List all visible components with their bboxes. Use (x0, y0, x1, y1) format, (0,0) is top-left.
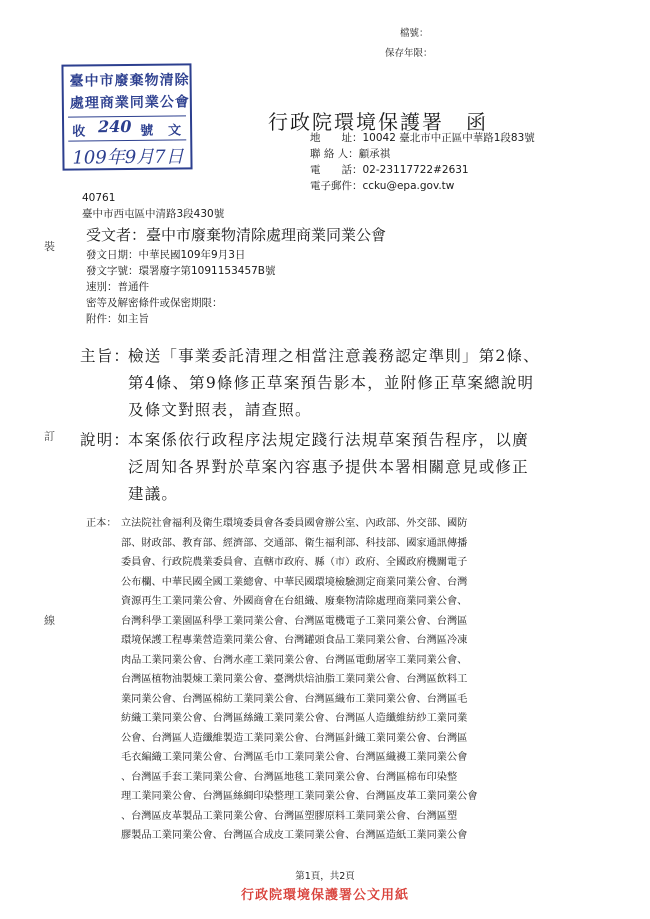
distribution-line: 理工業同業公會、台灣區絲綢印染整理工業同業公會、台灣區皮革工業同業公會 (121, 791, 478, 802)
distribution-line: 台灣區植物油製煉工業同業公會、臺灣烘焙油脂工業同業公會、台灣區飲料工 (121, 674, 468, 685)
distribution-line: 膠製品工業同業公會、台灣區合成皮工業同業公會、台灣區造紙工業同業公會 (121, 830, 468, 841)
stamp-receipt-char: 文 (168, 123, 182, 139)
distribution-line: 環境保護工程專業營造業同業公會、台灣罐頭食品工業同業公會、台灣區冷凍 (121, 635, 468, 646)
distribution-line: 公會、台灣區人造纖維製造工業同業公會、台灣區針織工業同業公會、台灣區 (121, 732, 468, 744)
classification: 密等及解密條件或保密期限： (86, 297, 223, 309)
distribution-line: 台灣科學工業園區科學工業同業公會、台灣區電機電子工業同業公會、台灣區 (121, 615, 468, 627)
stamp-date: 109年9月7日 (72, 146, 184, 169)
binding-mark-1: 裝 (44, 240, 55, 253)
explanation-line: 本案係依行政程序法規定踐行法規草案預告程序，以廣 (128, 431, 529, 449)
explanation-line: 建議。 (128, 485, 179, 503)
urgency: 速別：普通件 (86, 281, 149, 293)
explanation-line: 泛周知各界對於草案內容惠予提供本署相關意見或修正 (128, 458, 529, 476)
distribution-line: 毛衣編織工業同業公會、台灣區毛巾工業同業公會、台灣區織襪工業同業公會 (121, 752, 468, 763)
postal-code: 40761 (82, 192, 116, 204)
subject-line: 檢送「事業委託清理之相當注意義務認定準則」第2條、 (128, 347, 540, 365)
distribution-line: 肉品工業同業公會、台灣水產工業同業公會、台灣區電動屠宰工業同業公會、 (121, 654, 468, 666)
stamp-org-line1: 臺中市廢棄物清除 (69, 72, 190, 90)
distribution-list (121, 514, 601, 846)
stamp-date-row (68, 139, 186, 167)
binding-mark-2: 訂 (44, 430, 55, 443)
issue-date: 發文日期：中華民國109年9月3日 (86, 249, 246, 261)
stamp-receipt-number: 240 (98, 116, 132, 137)
contact-address: 地 址：10042 臺北市中正區中華路1段83號 (310, 132, 535, 144)
distribution-line: 、台灣區皮革製品工業同業公會、台灣區塑膠原料工業同業公會、台灣區塑 (121, 810, 458, 822)
stamp-receipt-prefix: 收 (72, 124, 86, 140)
contact-person: 聯 絡 人：顧承祺 (310, 148, 391, 160)
distribution-line: 紡織工業同業公會、台灣區絲織工業同業公會、台灣區人造纖維紡紗工業同業 (121, 713, 468, 724)
recipient (86, 224, 386, 245)
subject-label: 主旨： (80, 347, 131, 365)
contact-block (310, 130, 535, 194)
explanation-label: 說明： (80, 431, 131, 449)
file-number-label: 檔號： (400, 28, 429, 39)
distribution-line: 業同業公會、台灣區棉紡工業同業公會、台灣區織布工業同業公會、台灣區毛 (121, 693, 468, 705)
distribution-line: 立法院社會福利及衛生環境委員會各委員國會辦公室、內政部、外交部、國防 (121, 518, 468, 529)
subject-text (128, 343, 598, 424)
explanation-text (128, 427, 598, 508)
contact-email: 電子郵件：ccku@epa.gov.tw (310, 180, 455, 192)
subject-line: 第4條、第9條修正草案預告影本，並附修正草案總說明 (128, 374, 535, 392)
stamp-org-line2: 處理商業同業公會 (69, 94, 190, 112)
distribution-label: 正本： (86, 518, 117, 529)
stamp-receipt-suffix: 號 (140, 123, 154, 139)
page-number: 第1頁，共2頁 (295, 871, 355, 882)
recipient-name: 臺中市廢棄物清除處理商業同業公會 (146, 226, 387, 244)
document-type: 函 (466, 110, 488, 134)
stationery-footer: 行政院環境保護署公文用紙 (240, 888, 409, 903)
stamp-receipt-row (68, 115, 186, 139)
agency-name: 行政院環境保護署 (268, 110, 444, 134)
receipt-stamp (61, 63, 192, 170)
document-meta (86, 247, 276, 327)
distribution-line: 、台灣區手套工業同業公會、台灣區地毯工業同業公會、台灣區棉布印染整 (121, 771, 458, 783)
attachment: 附件：如主旨 (86, 313, 149, 325)
recipient-label: 受文者： (86, 226, 147, 244)
distribution-line: 資源再生工業同業公會、外國商會在台組織、廢棄物清除處理商業同業公會、 (121, 596, 468, 607)
subject-line: 及條文對照表，請查照。 (128, 401, 312, 419)
distribution-line: 部、財政部、教育部、經濟部、交通部、衛生福利部、科技部、國家通訊傳播 (121, 537, 468, 549)
binding-mark-3: 線 (44, 614, 55, 627)
document-number: 發文字號：環署廢字第1091153457B號 (86, 265, 276, 277)
distribution-line: 公布欄、中華民國全國工業總會、中華民國環境檢驗測定商業同業公會、台灣 (121, 576, 468, 588)
retention-period-label: 保存年限： (385, 48, 433, 59)
contact-phone: 電 話：02-23117722#2631 (310, 164, 469, 176)
distribution-line: 委員會、行政院農業委員會、直轄市政府、縣（市）政府、全國政府機關電子 (121, 557, 468, 568)
mailing-address: 臺中市西屯區中清路3段430號 (82, 208, 225, 220)
